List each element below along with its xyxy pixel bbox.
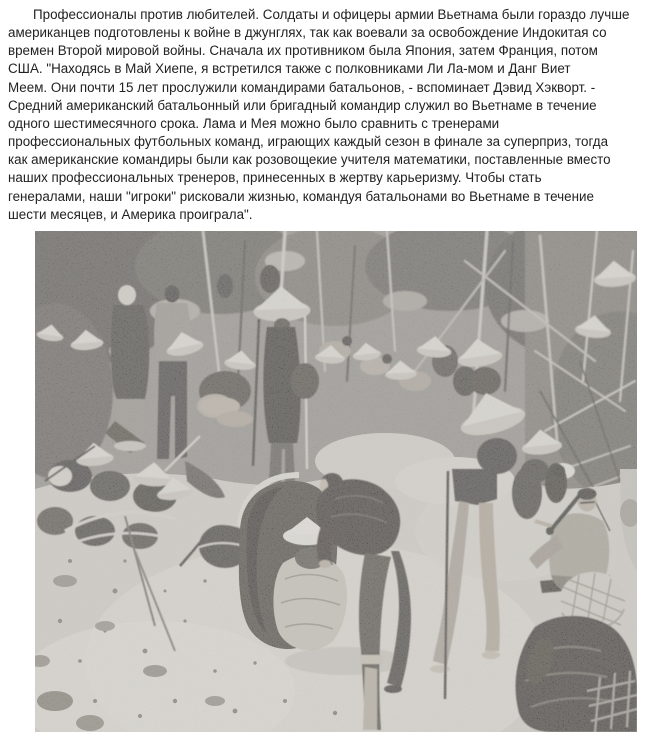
text-line: генералами, наши "игроки" рисковали жизнью, командуя батальонами во Вьетнаме в течение (8, 188, 594, 204)
article-text (0, 0, 671, 224)
film-grain-overlay (35, 231, 637, 732)
text-line: профессиональных футбольных команд, играющих каждый сезон в финале за суперприз, тогда (8, 134, 609, 150)
vietnam-war-photo (35, 231, 637, 732)
text-line: Средний американский батальонный или бригадный командир служил во Вьетнаме в течение (8, 97, 597, 113)
text-line: Профессионалы против любителей. Солдаты и офицеры армии Вьетнама были гораздо лучше (33, 7, 630, 22)
text-line: как американские командиры были как розовощекие учителя математики, поставленные вместо (8, 152, 611, 168)
text-line: Меем. Они почти 15 лет прослужили командирами батальонов, - вспоминает Дэвид Хэкворт. - (8, 79, 596, 95)
text-line: наших профессиональных тренеров, принесенных в жертву карьеризму. Чтобы стать (8, 170, 542, 186)
text-line: американцев подготовлены к войне в джунглях, так как воевали за освобождение Индокитая со (8, 25, 607, 41)
text-line: одного шестимесячного срока. Лама и Мея можно было сравнить с тренерами (8, 115, 500, 131)
text-line: времен Второй мировой войны. Сначала их противником была Япония, затем Франция, потом (8, 43, 598, 59)
text-line: шести месяцев, и Америка проиграла". (8, 206, 253, 222)
photo-canvas (35, 231, 637, 732)
text-line: США. "Находясь в Май Хиепе, я встретился также с полковниками Ли Ла-мом и Данг Виет (8, 61, 571, 77)
